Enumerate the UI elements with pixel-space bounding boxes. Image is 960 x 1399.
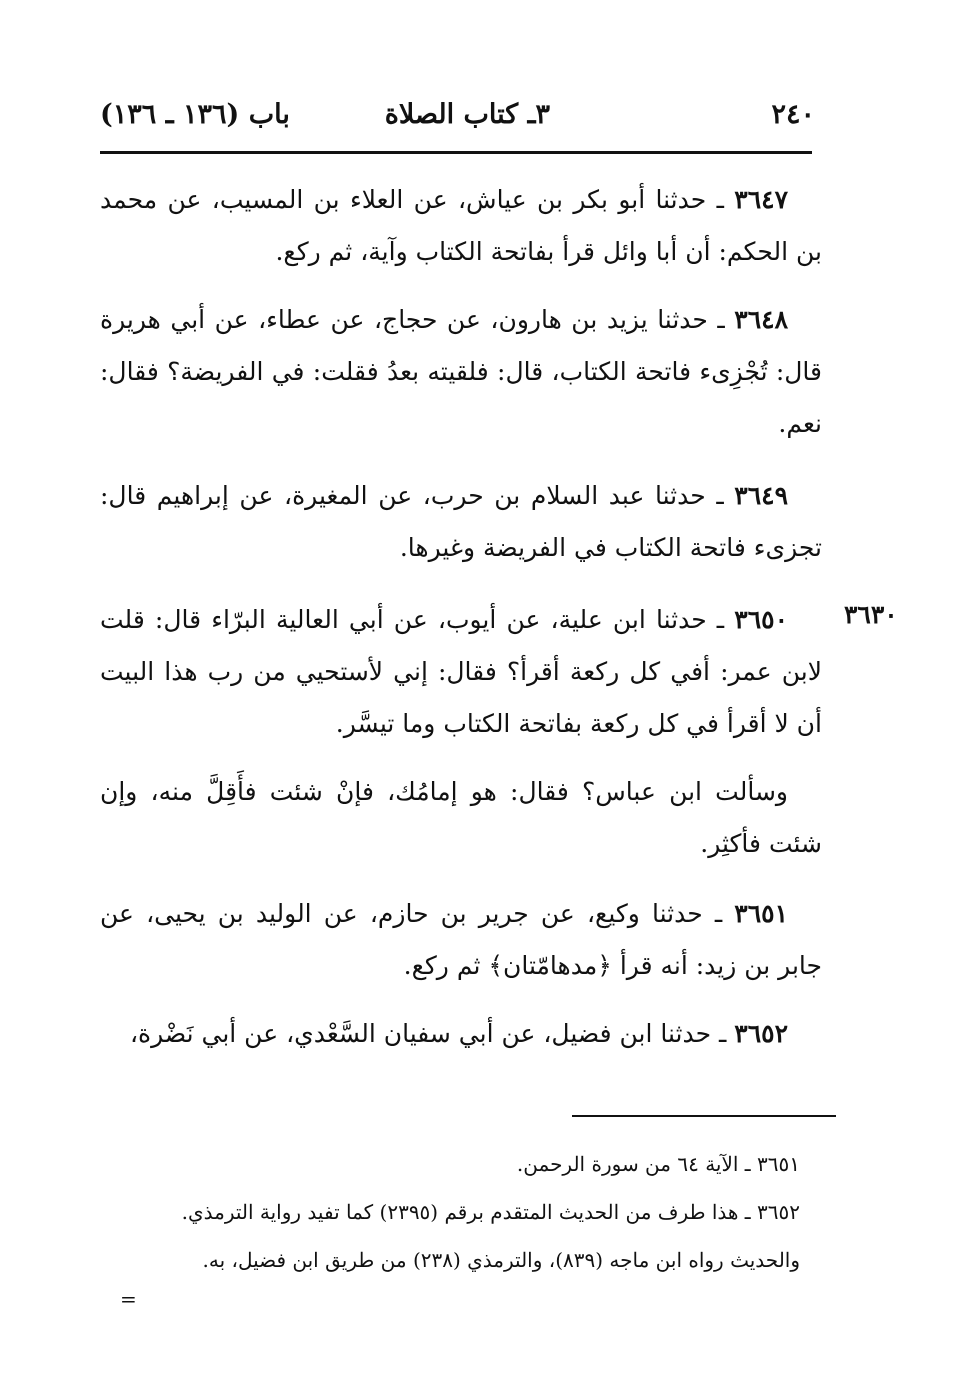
page-number: ٢٤٠ — [771, 99, 815, 130]
hadith-text: ـ حدثنا عبد السلام بن حرب، عن المغيرة، عن إبراهيم قال: تجزىء فاتحة الكتاب في الفريضة وغيرها. — [100, 481, 822, 562]
book-title: ٣ـ كتاب الصلاة — [384, 99, 550, 130]
margin-cross-reference: ٣٦٣٠ — [844, 600, 898, 629]
continuation-mark: = — [120, 1287, 137, 1311]
footnotes — [120, 1140, 800, 1314]
header-rule — [100, 151, 812, 154]
hadith-number: ٣٦٤٨ — [734, 305, 788, 334]
main-text — [100, 174, 822, 1060]
hadith-number: ٣٦٥١ — [734, 899, 788, 928]
hadith-text: ـ حدثنا وكيع، عن جرير بن حازم، عن الوليد بن يحيى، عن جابر بن زيد: أنه قرأ ﴿مدهامّتان﴾ ثم ركع. — [100, 899, 822, 980]
hadith-3650 — [100, 594, 822, 750]
footnote-3652-continued: والحديث رواه ابن ماجه (٨٣٩)، والترمذي (٢٣٨) من طريق ابن فضيل، به. — [202, 1248, 800, 1272]
hadith-number: ٣٦٤٧ — [734, 185, 788, 214]
hadith-text: ـ حدثنا أبو بكر بن عياش، عن العلاء بن المسيب، عن محمد بن الحكم: أن أبا وائل قرأ بفاتحة الكتاب وآية، ثم ركع. — [100, 185, 822, 266]
hadith-3648 — [100, 294, 822, 450]
chapter-title: باب (١٣٦ ـ ١٣٦) — [100, 99, 290, 130]
hadith-text: ـ حدثنا يزيد بن هارون، عن حجاج، عن عطاء، عن أبي هريرة قال: تُجْزِىء فاتحة الكتاب، قال: فلقيته بعدُ فقلت: في الفريضة؟ فقال: نعم. — [100, 305, 822, 438]
hadith-number: ٣٦٥٠ — [734, 605, 788, 634]
hadith-text: وسألت ابن عباس؟ فقال: هو إمامُك، فإنْ شئت فأَقِلَّ منه، وإن شئت فأكثِر. — [100, 777, 822, 858]
hadith-text: ـ حدثنا ابن فضيل، عن أبي سفيان السَّعْدي، عن أبي نَضْرة، — [129, 1019, 735, 1048]
hadith-3649 — [100, 470, 822, 574]
footnote-rule — [572, 1115, 836, 1117]
hadith-number: ٣٦٥٢ — [734, 1019, 788, 1048]
footnote-3652: ٣٦٥٢ ـ هذا طرف من الحديث المتقدم برقم (٢٣٩٥) كما تفيد رواية الترمذي. — [181, 1200, 800, 1224]
footnote-3651: ٣٦٥١ ـ الآية ٦٤ من سورة الرحمن. — [516, 1152, 800, 1176]
running-header — [100, 95, 815, 139]
hadith-number: ٣٦٤٩ — [734, 481, 788, 510]
hadith-text: ـ حدثنا ابن علية، عن أيوب، عن أبي العالية البرّاء قال: قلت لابن عمر: أفي كل ركعة أقرأ؟ فقال: إني لأستحيي من رب هذا البيت أن لا أقرأ في كل ركعة بفاتحة الكتاب وما تيسَّر. — [100, 605, 822, 738]
hadith-3652 — [100, 1008, 822, 1060]
hadith-3650-continuation — [100, 766, 822, 870]
hadith-3647 — [100, 174, 822, 278]
hadith-3651 — [100, 888, 822, 992]
